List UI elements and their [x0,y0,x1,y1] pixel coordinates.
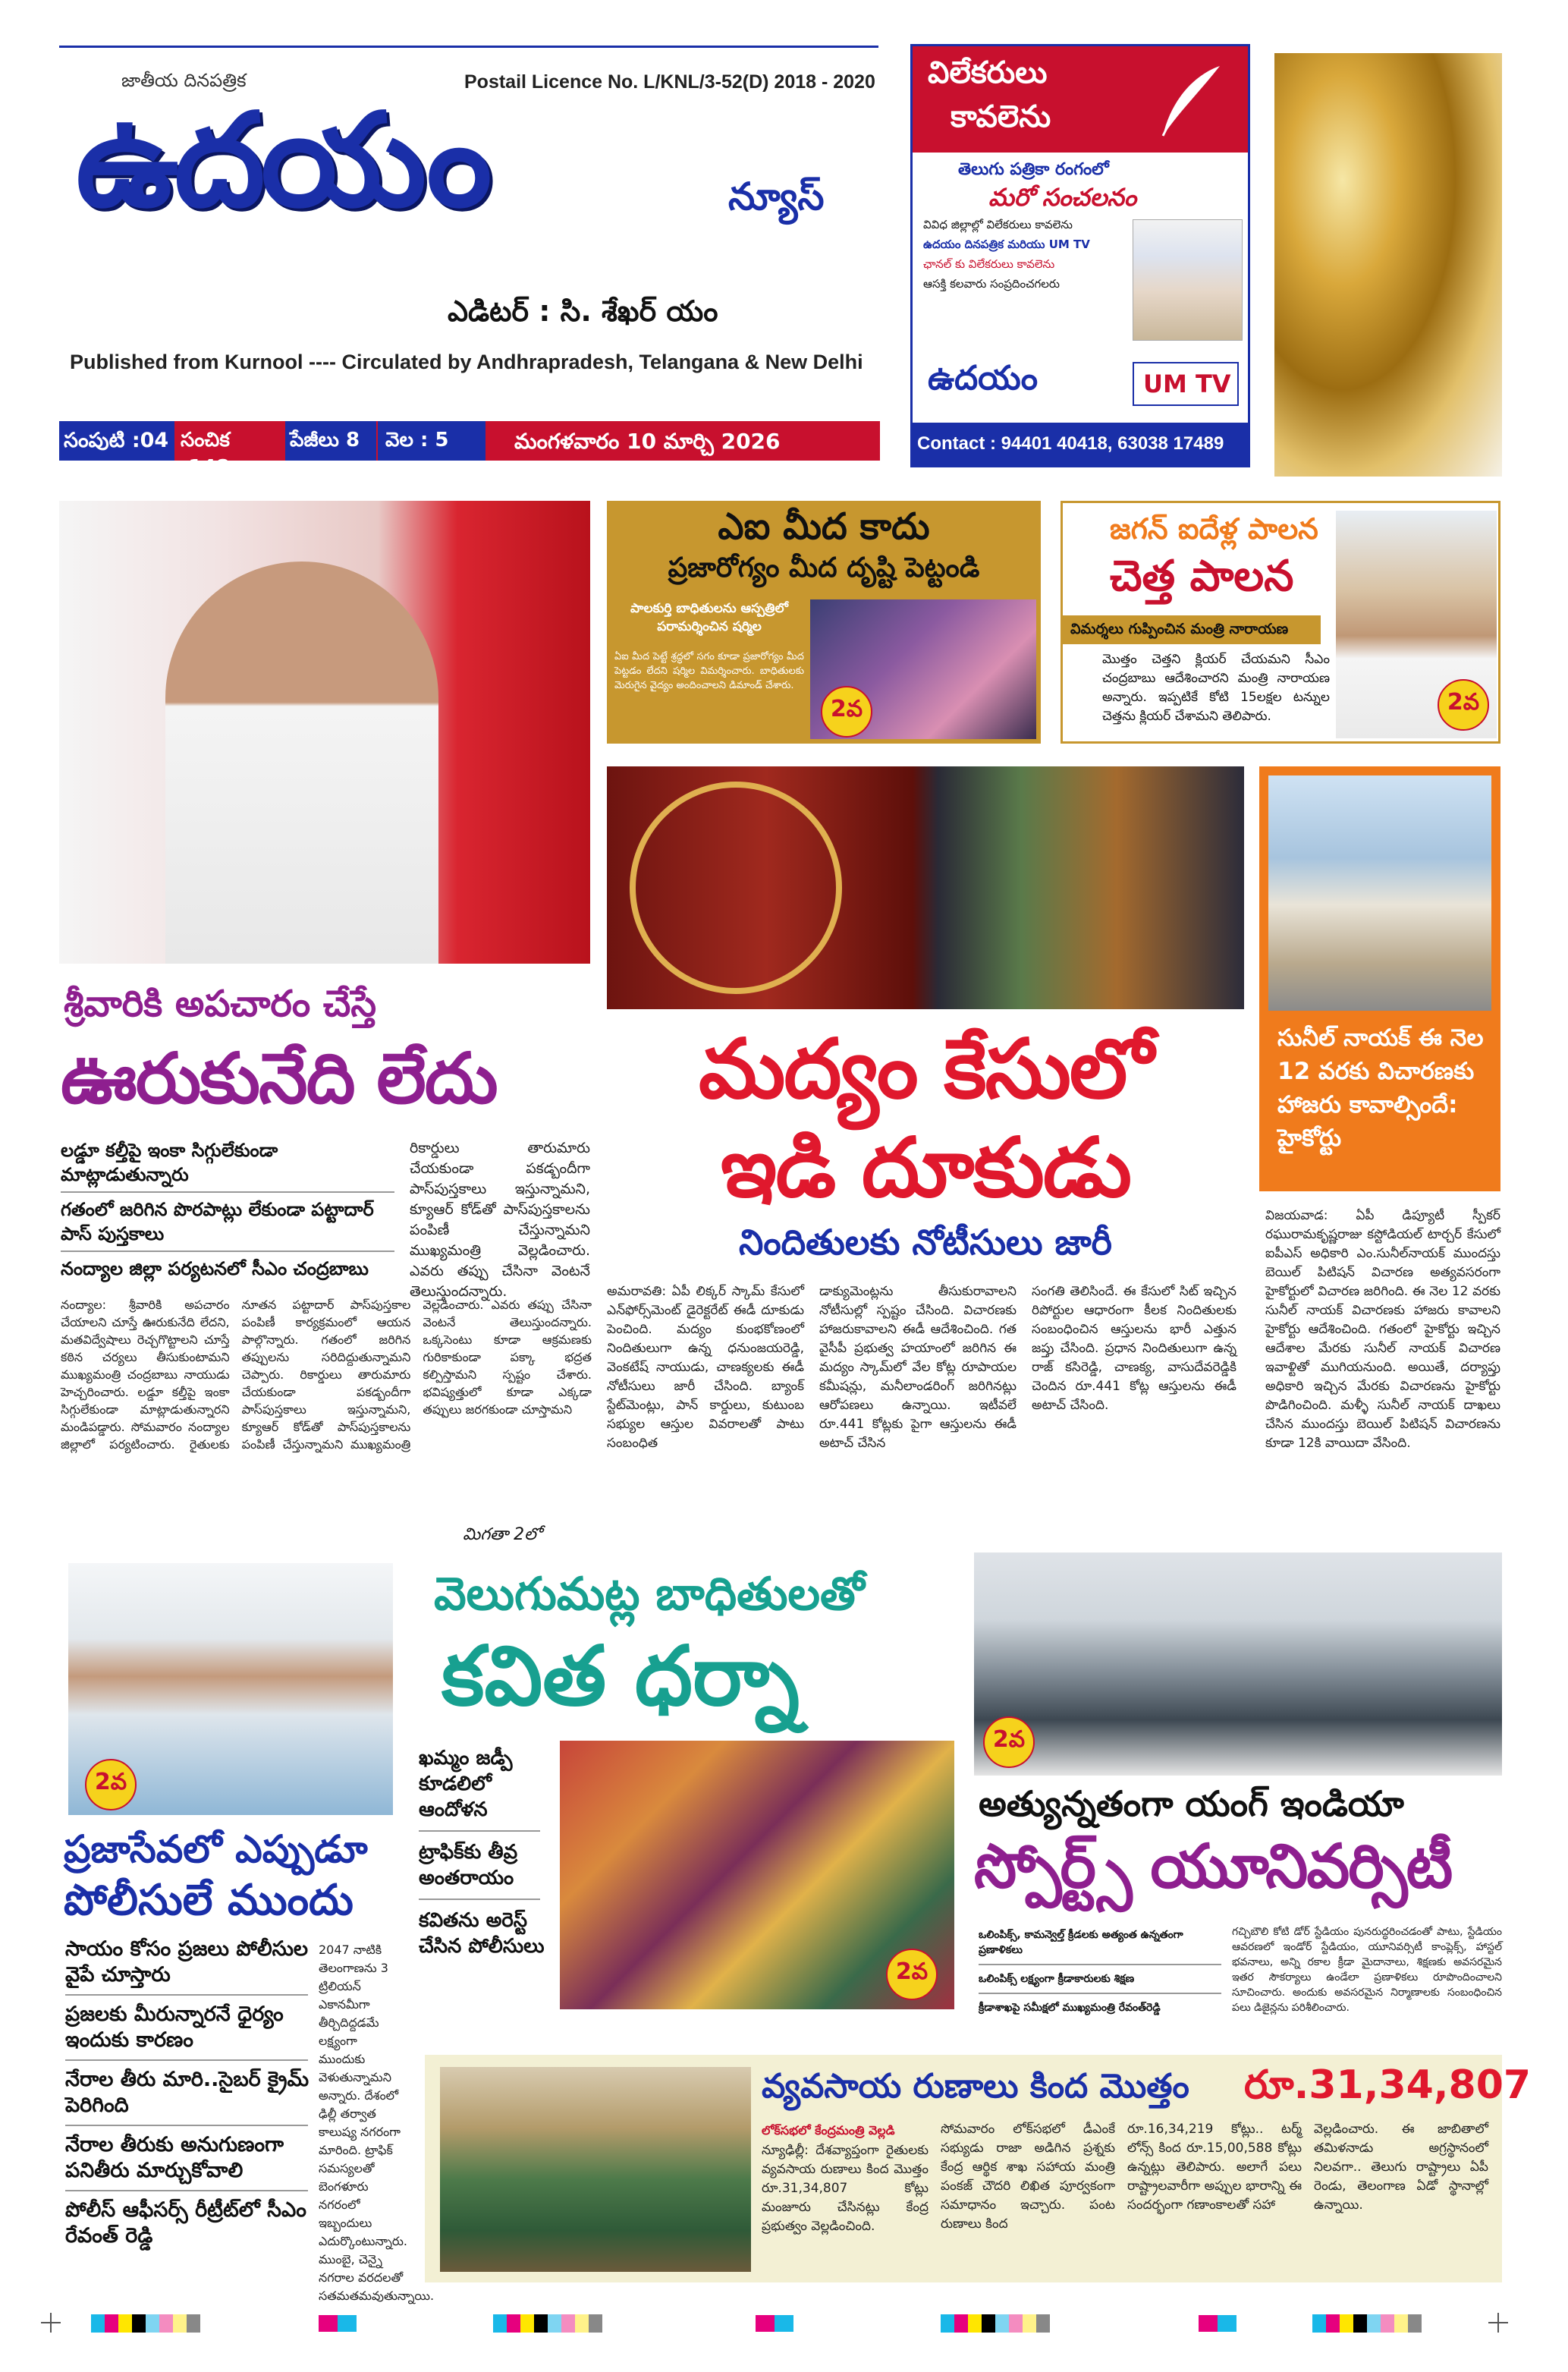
lok-sabha-photo [440,2067,751,2272]
color-bar-2 [493,2314,602,2333]
ai-box [607,501,1041,744]
revanth-point-4: నేరాల తీరుకు అనుగుణంగా పనితీరు మార్చుకోవాలి [65,2133,284,2182]
page2-badge-kavitha: 2వ [886,1949,938,2000]
postal-licence: Postail Licence No. L/KNL/3-52(D) 2018 - 2020 [464,71,875,93]
sports-points [979,1927,1221,2015]
loans-amount: రూ.31,34,807 [1244,2062,1532,2108]
loans-kicker: లోక్‌సభలో కేంద్రమంత్రి వెల్లడి [762,2123,895,2138]
page2-badge-ai: 2వ [821,686,872,738]
revanth-headline-1: ప్రజాసేవలో ఎప్పుడూ [64,1827,368,1871]
top-rule [59,46,878,48]
sports-point-1: ఒలింపిక్స్, కామన్వెల్త్ క్రీడలకు అత్యంత ఉన్నతంగా ప్రణాళికలు [979,1929,1183,1956]
color-pill-2 [756,2315,793,2332]
masthead-tagline: జాతీయ దినపత్రిక [121,70,247,91]
volume-cell: సంపుటి :04 [59,421,174,461]
lead-point-3: నంద్యాల జిల్లా పర్యటనలో సీఎం చంద్రబాబు [61,1258,369,1279]
kavitha-rule-1 [419,1830,540,1832]
chandrababu-speech-photo [59,501,590,964]
color-pill-1 [319,2315,357,2332]
lead-kicker: శ్రీవారికి అపచారం చేస్తే [64,983,377,1025]
ed-emblem [630,782,842,994]
sports-point-3: క్రీడాశాఖపై సమీక్షలో ముఖ్యమంత్రి రేవంత్‌రెడ్డి [979,2002,1161,2014]
kavitha-line-1: వెలుగుమట్ల బాధితులతో [434,1568,865,1621]
jagan-box [1061,501,1500,744]
liquor-sub: నిందితులకు నోటీసులు జారీ [739,1222,1112,1263]
ad-line-1: తెలుగు పత్రికా రంగంలో [958,160,1109,179]
ai-sub: పాలకుర్తి బాధితులను ఆస్పత్రిలో పరామర్శించిన షర్మిల [630,601,788,634]
logo-main: ఉదయం [76,86,488,236]
kavitha-points [419,1745,545,1959]
page2-badge-jagan: 2వ [1438,679,1489,731]
lead-rule-2 [61,1250,394,1252]
sunil-box [1259,766,1500,1191]
high-court-photo [1268,775,1491,1011]
lead-point-2: గతంలో జరిగిన పొరపాట్లు లేకుండా పట్టాదార్ పాస్ పుస్తకాలు [61,1199,374,1244]
sports-line-2: స్పోర్ట్స్ యూనివర్సిటీ [974,1831,1452,1902]
revanth-points [65,1936,316,2249]
lead-headline: ఊరుకునేది లేదు [61,1038,497,1119]
kavitha-rule-2 [419,1899,540,1900]
revanth-point-1: సాయం కోసం ప్రజలు పోలీసుల వైపే చూస్తారు [65,1937,309,1987]
lead-continued: మిగతా 2లో [463,1525,542,1544]
kavitha-point-1: ఖమ్మం జడ్పీ కూడలిలో ఆందోళన [419,1747,513,1821]
lead-body: నంద్యాల: శ్రీవారికి అపచారం చేయాలని చూస్తే ఊరుకునేది లేదని, మతవిద్వేషాలు రెచ్చగొట్టాలని చూస్తే కఠిన చర్యలు తీసుకుంటామని ముఖ్యమంత్రి చంద్రబాబు నాయుడు హెచ్చరించారు. లడ్డూ కల్తీపై ఇంకా సిగ్గులేకుండా మాట్లాడుతున్నారని మండిపడ్డారు. సోమవారం నంద్యాల జిల్లాలో పర్యటించారు. రైతులకు నూతన పట్టాదార్ పాస్‌పుస్తకాల పంపిణీ కార్యక్రమంలో ఆయన పాల్గొన్నారు. గతంలో జరిగిన తప్పులను సరిదిద్దుతున్నామని చెప్పారు. రికార్డులు తారుమారు చేయకుండా పకడ్బందీగా పాస్‌పుస్తకాలు ఇస్తున్నామని, క్యూఆర్ కోడ్‌తో పాస్‌పుస్తకాలను పంపిణీ చేస్తున్నామని ముఖ్యమంత్రి వెల్లడించారు. ఎవరు తప్పు చేసినా వెంటనే తెలుస్తుందన్నారు. ఒక్కసెంటు కూడా ఆక్రమణకు గురికాకుండా పక్కా భద్రత కల్పిస్తామని స్పష్టం చేశారు. భవిష్యత్తులో కూడా ఎక్కడా తప్పులు జరగకుండా చూస్తామని [61,1298,592,1452]
lead-point-1: లడ్డూ కల్తీపై ఇంకా సిగ్గులేకుండా మాట్లాడుతున్నారు [61,1140,278,1185]
jagan-sub: విమర్శలు గుప్పించిన మంత్రి నారాయణ [1063,615,1321,644]
issue-cell: సంచిక :148 [176,421,284,461]
sports-rule-2 [979,1993,1221,1994]
ad-line-4: ఉదయం దినపత్రిక మరియు UM TV [923,238,1090,251]
revanth-point-5: పోలీస్ ఆఫీసర్స్ రీట్రీట్‌లో సీఎం రేవంత్ రెడ్డి [65,2198,306,2248]
revanth-rule-4 [65,2190,308,2191]
loans-col-1: న్యూఢిల్లీ: దేశవ్యాప్తంగా రైతులకు వ్యవసాయ రుణాలు కింద మొత్తం రూ.31,34,807 కోట్లు మంజూరు చేసినట్లు కేంద్ర ప్రభుత్వం వెల్లడించింది. [762,2143,929,2234]
sports-body: గచ్చిబౌలి కోటి డోర్ స్టేడియం పునరుద్ధరించడంతో పాటు, స్టేడియం ఆవరణలో ఇండోర్ స్టేడియం, యూనివర్సిటీ కాంప్లెక్స్, హాస్టల్ భవనాలు, అన్ని రకాల క్రీడా మైదానాలు, శిక్షణకు అవసరమైన ఇతర సౌకర్యాలు ఉండేలా ప్రణాళికలు రూపొందించాలని సూచించారు. అందుకు అవసరమైన నిర్మాణాలకు సంబంధించిన పలు డిజైన్లను పరిశీలించారు. [1232,1926,1502,2014]
revanth-point-3: నేరాల తీరు మారి..సైబర్ క్రైమ్ పెరిగింది [65,2068,310,2117]
jagan-line-2: చెత్త పాలన [1110,552,1294,601]
revanth-rule-1 [65,1994,308,1996]
liquor-headline-1: మద్యం కేసులో [699,1022,1152,1117]
liquor-headline-2: ఇడి దూకుడు [720,1121,1131,1216]
speaker-figure [165,562,438,964]
lead-points [61,1138,394,1281]
gold-jewellery-photo [1274,53,1502,477]
ad-header [913,46,1248,153]
ed-liquor-photo [607,766,1244,1009]
lead-rule-1 [61,1191,394,1193]
lead-side-text: రికార్డులు తారుమారు చేయకుండా పకడ్బందీగా పాస్‌పుస్తకాలు ఇస్తున్నామని, క్యూఆర్ కోడ్‌తో పాస్‌పుస్తకాలను పంపిణీ చేస్తున్నామని ముఖ్యమంత్రి వెల్లడించారు. ఎవరు తప్పు చేసినా వెంటనే తెలుస్తుందన్నారు. [410,1140,590,1300]
logo-sub: న్యూస్ [728,175,825,219]
date-cell: మంగళవారం 10 మార్చి 2026 [492,421,880,461]
kavitha-line-2: కవిత ధర్నా [441,1629,800,1724]
reporters-ad [910,44,1250,467]
ad-title-2: కావలెను [951,99,1051,134]
ad-footer-logo: ఉదయం [928,359,1039,398]
umtv-logo [1133,362,1239,406]
umtv-text: UM TV [1143,370,1231,398]
liquor-col-3: సంగతి తెలిసిందే. ఈ కేసులో సిట్ ఇచ్చిన రిపోర్టుల ఆధారంగా కీలక నిందితులకు సంబంధించిన ఆస్తులను భారీ ఎత్తున జప్తు చేసింది. ప్రధాన నిందితులుగా ఉన్న రాజ్ కసిరెడ్డి, చాణక్య, వాసుదేవరెడ్డికి చెందిన రూ.441 కోట్ల ఆస్తులను ఈడీ అటాచ్ చేసింది. [1032,1284,1236,1413]
sunil-headline: సునీల్ నాయక్ ఈ నెల 12 వరకు విచారణకు హాజరు కావాల్సిందే: హైకోర్టు [1277,1024,1484,1152]
loans-col-3: రూ.16,34,219 కోట్లు.. టర్మ్ లోన్స్ కింద రూ.15,00,588 కోట్లు ఉన్నట్లు తెలిపారు. అలాగే పలు రాష్ట్రాలవారీగా అప్పుల భారాన్ని ఈ సందర్భంగా గణాంకాలతో సహా [1127,2122,1302,2213]
revanth-headline-2: పోలీసులే ముందు [64,1876,354,1925]
issue-bar [59,421,880,479]
masthead-logo [61,86,880,236]
ad-line-2: మరో సంచలనం [988,183,1137,212]
quill-pen-icon [1148,60,1231,143]
revanth-rule-2 [65,2059,308,2061]
ad-newspaper-thumbnail [1133,219,1243,341]
kavitha-point-2: ట్రాఫిక్‌కు తీవ్ర అంతరాయం [419,1841,518,1889]
sports-rule-1 [979,1964,1221,1965]
sports-point-2: ఒలింపిక్స్ లక్ష్యంగా క్రీడాకారులకు శిక్షణ [979,1973,1135,1985]
kavitha-point-3: కవితను అరెస్ట్ చేసిన పోలీసులు [419,1909,545,1958]
revanth-side-text: 2047 నాటికి తెలంగాణను 3 ట్రిలియన్ ఎకానమీగా తీర్చిదిద్దడమే లక్ష్యంగా ముందుకు వెళుతున్నామని అన్నారు. దేశంలో ఢిల్లీ తర్వాత కాలుష్య నగరంగా మారింది. ట్రాఫిక్ సమస్యలతో బెంగళూరు నగరంలో ఇబ్బందులు ఎదుర్కొంటున్నారు. ముంబై, చెన్నై నగరాల వరదలతో సతమతమవుతున్నాయి. [319,1943,435,2303]
color-bar-4 [1312,2314,1422,2333]
revanth-point-2: ప్రజలకు మీరున్నారనే ధైర్యం ఇందుకు కారణం [65,2002,284,2052]
page2-badge-sports: 2వ [983,1716,1035,1768]
ai-line-1: ఎఐ మీద కాదు [718,505,930,548]
jagan-body: మొత్తం చెత్తని క్లియర్ చేయమని సీఎం చంద్రబాబు ఆదేశించారని మంత్రి నారాయణ అన్నారు. ఇప్పటికే కోటి 15లక్షల టన్నుల చెత్తను క్లియర్ చేశామని తెలిపారు. [1102,652,1330,724]
ai-body: ఏఐ మీద పెట్టే శ్రద్ధలో సగం కూడా ప్రజారోగ్యం మీద పెట్టడం లేదని షర్మిల విమర్శించారు. బాధితులకు మెరుగైన వైద్యం అందించాలని డిమాండ్ చేశారు. [614,651,804,691]
color-bar-1 [91,2314,200,2333]
liquor-col-1: అమరావతి: ఏపీ లిక్కర్ స్కామ్ కేసులో ఎన్‌ఫోర్స్‌మెంట్ డైరెక్టరేట్ ఈడీ దూకుడు పెంచింది. మద్యం కుంభకోణంలో నిందితులుగా ఉన్న ధనుంజయరెడ్డి, వెంకటేష్ నాయుడు, చాణక్యలకు ఈడీ నోటీసులు జారీ చేసింది. బ్యాంక్ స్టేట్‌మెంట్లు, పాన్ కార్డులు, కుటుంబ సభ్యుల ఆస్తుల వివరాలతో పాటు సంబంధిత [607,1284,804,1451]
color-bar-3 [941,2314,1050,2333]
editor-name: ఎడిటర్ : సి. శేఖర్ యం [448,294,718,328]
price-cell: వెల : 5 [378,421,485,461]
sunil-body: విజయవాడ: ఏపీ డిప్యూటీ స్పీకర్ రఘురామకృష్ణరాజు కస్టోడియల్ టార్చర్ కేసులో ఐపీఎస్ అధికారి ఎం.సునీల్‌నాయక్ ముందస్తు బెయిల్ పిటిషన్ విచారణ అత్యవసరంగా హైకోర్టులో విచారణ జరిగింది. ఈ నెల 12 వరకు సునీల్ నాయక్ విచారణకు హాజరు కావాలని హైకోర్టు ఆదేశించింది. గతంలో హైకోర్టు ఇచ్చిన ఆదేశాల మేరకు సునీల్ నాయక్ విచారణ ఇవాళ్టితో ముగియనుంది. అయితే, దర్యాప్తు అధికారి ఇచ్చిన మేరకు విచారణను హైకోర్టు పొడిగించింది. మళ్ళీ సునీల్ నాయక్ దాఖలు చేసిన ముందస్తు బెయిల్ పిటిషన్ విచారణను కూడా 12కి వాయిదా వేసింది. [1265,1208,1500,1451]
sports-line-1: అత్యున్నతంగా యంగ్ ఇండియా [979,1783,1404,1824]
ai-line-2: ప్రజారోగ్యం మీద దృష్టి పెట్టండి [668,552,980,584]
jagan-line-1: జగన్ ఐదేళ్ల పాలన [1110,512,1318,546]
sports-review-meeting-photo [974,1552,1502,1776]
revanth-rule-3 [65,2125,308,2126]
ad-line-5: ఛానల్ కు విలేకరులు కావలెను [923,257,1055,271]
published-line: Published from Kurnool ---- Circulated by Andhrapradesh, Telangana & New Delhi [70,351,863,373]
loans-col-4: వెల్లడించారు. ఈ జాబితాలో తమిళనాడు అగ్రస్థానంలో నిలవగా.. తెలుగు రాష్ట్రాలు ఏపీ రెండు, తెలంగాణ ఏడో స్థానాల్లో ఉన్నాయి. [1314,2122,1488,2213]
loans-col-2: సోమవారం లోక్‌సభలో డీఎంకే సభ్యుడు రాజా అడిగిన ప్రశ్నకు కేంద్ర ఆర్థిక శాఖ సహాయ మంత్రి పంకజ్ చౌదరి లిఖిత పూర్వకంగా సమాధానం ఇచ్చారు. పంట రుణాలు కింద [941,2122,1115,2232]
loans-box [425,2055,1532,2282]
ad-line-3: వివిధ జిల్లాల్లో విలేకరులు కావలెను [923,218,1073,231]
color-pill-3 [1199,2315,1236,2332]
liquor-col-2: డాక్యుమెంట్లను తీసుకురావాలని నోటీసుల్లో స్పష్టం చేసింది. విచారణకు హాజరుకావాలని ఈడీ ఆదేశించింది. గత వైసీపీ ప్రభుత్వ హయాంలో జరిగిన ఈ మద్యం స్కామ్‌లో వేల కోట్ల రూపాయల కమీషన్లు, మనీలాండరింగ్ జరిగినట్లు ఆరోపణలు ఉన్నాయి. ఇటీవలే రూ.441 కోట్లకు పైగా ఆస్తులను ఈడీ అటాచ్ చేసిన [819,1284,1017,1451]
ad-title-1: విలేకరులు [928,55,1048,90]
ad-contact: Contact : 94401 40418, 63038 17489 [913,423,1248,465]
pages-cell: పేజీలు 8 [285,421,376,461]
ad-line-6: ఆసక్తి కలవారు సంప్రదించగలరు [923,277,1060,291]
page2-badge-revanth: 2వ [85,1759,137,1810]
crosshair-icon-right [1487,2311,1510,2334]
crosshair-icon-left [39,2311,62,2334]
loans-title: వ్యవసాయ రుణాలు కింద మొత్తం [762,2067,1189,2106]
